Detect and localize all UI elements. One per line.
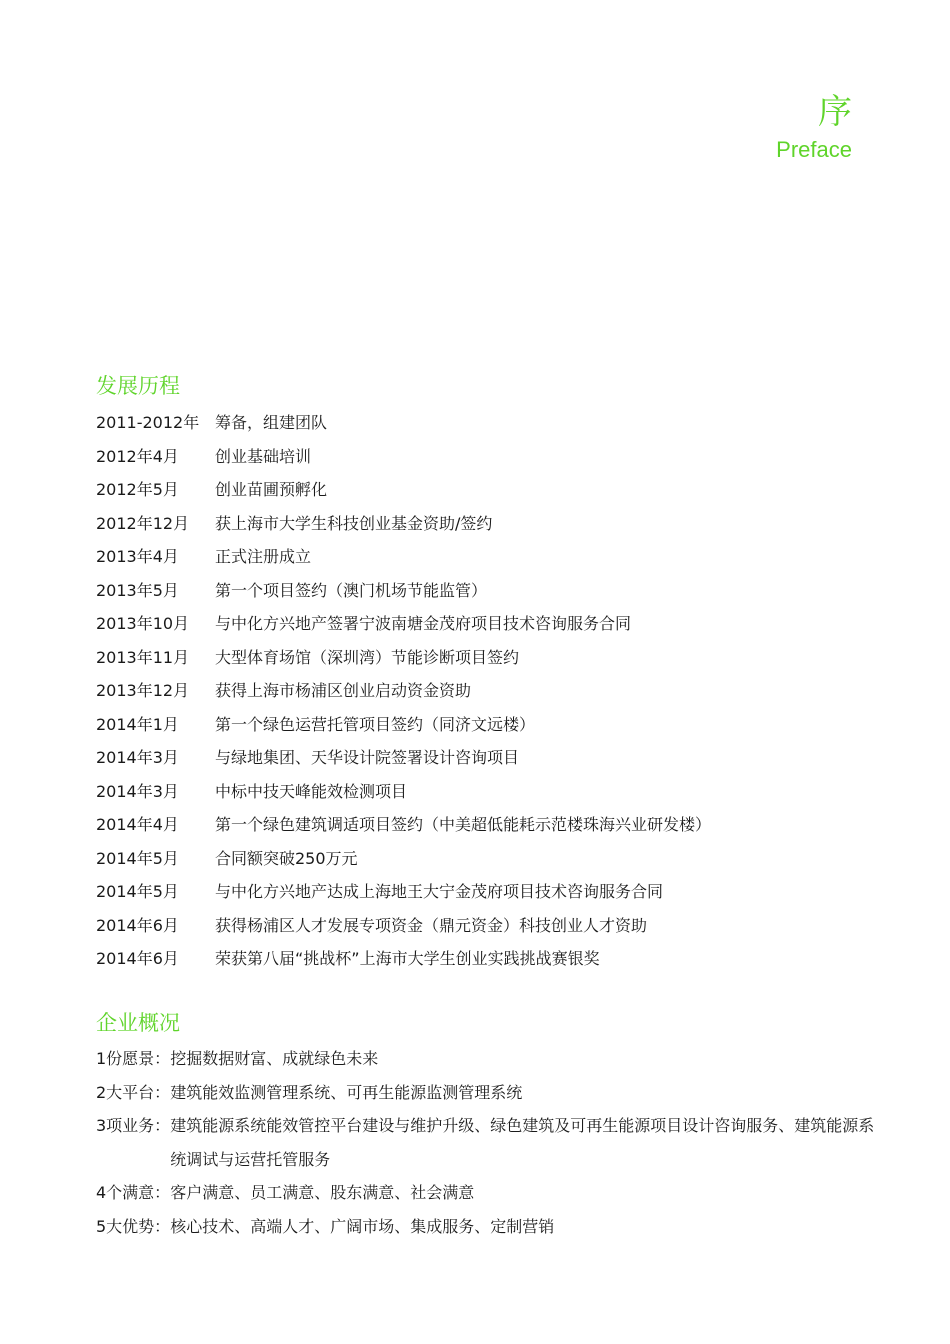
timeline-row (96, 473, 876, 507)
timeline-event: 中标中技天峰能效检测项目 (215, 781, 408, 801)
timeline-row (96, 607, 876, 641)
overview-value: 建筑能效监测管理系统、可再生能源监测管理系统 (170, 1082, 523, 1102)
timeline-event: 创业苗圃预孵化 (215, 480, 328, 499)
timeline-event: 获得上海市杨浦区创业启动资金资助 (215, 681, 472, 700)
timeline-row (96, 574, 876, 608)
timeline-event: 筹备，组建团队 (215, 413, 328, 432)
timeline-date: 2012年4月 (96, 446, 179, 466)
timeline-event: 与绿地集团、天华设计院签署设计咨询项目 (215, 748, 520, 767)
timeline-event: 大型体育场馆（深圳湾）节能诊断项目签约 (215, 647, 520, 667)
overview-title: 企业概况 (96, 1011, 180, 1035)
timeline-row (96, 775, 876, 809)
timeline-event: 第一个绿色运营托管项目签约（同济文远楼） (215, 714, 536, 734)
timeline-row (96, 674, 876, 708)
timeline-row (96, 540, 876, 574)
timeline-row (96, 875, 876, 909)
timeline-row (96, 808, 876, 842)
history-timeline (96, 406, 876, 976)
timeline-event: 创业基础培训 (215, 446, 312, 466)
timeline-date: 2014年6月 (96, 949, 179, 968)
timeline-row (96, 641, 876, 675)
page-header (776, 88, 852, 164)
overview-row (96, 1076, 876, 1110)
timeline-date: 2014年5月 (96, 848, 179, 868)
overview-value: 客户满意、员工满意、股东满意、社会满意 (170, 1183, 475, 1202)
timeline-date: 2014年1月 (96, 714, 179, 734)
overview-row (96, 1109, 876, 1176)
timeline-date: 2014年4月 (96, 815, 179, 834)
timeline-date: 2014年5月 (96, 882, 179, 901)
history-title: 发展历程 (96, 374, 180, 398)
timeline-event: 第一个绿色建筑调适项目签约（中美超低能耗示范楼珠海兴业研发楼） (215, 815, 712, 834)
timeline-event: 荣获第八届“挑战杯”上海市大学生创业实践挑战赛银奖 (215, 949, 600, 968)
title-cn: 序 (818, 92, 852, 132)
timeline-event: 获得杨浦区人才发展专项资金（鼎元资金）科技创业人才资助 (215, 915, 648, 935)
timeline-date: 2013年11月 (96, 647, 190, 667)
overview-key: 1份愿景： (96, 1049, 171, 1068)
timeline-event: 与中化方兴地产签署宁波南塘金茂府项目技术咨询服务合同 (215, 614, 632, 633)
company-overview (96, 1042, 876, 1243)
timeline-row (96, 708, 876, 742)
overview-value: 挖掘数据财富、成就绿色未来 (170, 1049, 379, 1068)
overview-row (96, 1042, 876, 1076)
timeline-row (96, 842, 876, 876)
timeline-row (96, 440, 876, 474)
timeline-date: 2011-2012年 (96, 413, 200, 432)
timeline-event: 第一个项目签约（澳门机场节能监管） (215, 580, 488, 600)
timeline-date: 2014年6月 (96, 915, 179, 935)
overview-key: 4个满意： (96, 1183, 171, 1202)
timeline-date: 2013年4月 (96, 547, 179, 566)
timeline-event: 正式注册成立 (215, 547, 312, 566)
timeline-date: 2013年12月 (96, 681, 190, 700)
overview-value: 建筑能源系统能效管控平台建设与维护升级、绿色建筑及可再生能源项目设计咨询服务、建筑能源系统调试与运营托管服务 (170, 1116, 875, 1169)
timeline-row (96, 741, 876, 775)
title-en: Preface (776, 137, 852, 162)
overview-value: 核心技术、高端人才、广阔市场、集成服务、定制营销 (170, 1216, 555, 1236)
overview-row (96, 1176, 876, 1210)
timeline-date: 2012年5月 (96, 480, 179, 499)
timeline-event: 获上海市大学生科技创业基金资助/签约 (215, 513, 493, 533)
timeline-row (96, 942, 876, 976)
timeline-date: 2013年10月 (96, 614, 190, 633)
overview-key: 2大平台： (96, 1082, 171, 1102)
timeline-date: 2012年12月 (96, 513, 190, 533)
timeline-event: 与中化方兴地产达成上海地王大宁金茂府项目技术咨询服务合同 (215, 882, 664, 901)
overview-key: 3项业务： (96, 1116, 171, 1135)
overview-key: 5大优势： (96, 1216, 171, 1236)
overview-row (96, 1210, 876, 1244)
timeline-date: 2014年3月 (96, 781, 179, 801)
timeline-date: 2014年3月 (96, 748, 179, 767)
timeline-row (96, 909, 876, 943)
timeline-row (96, 406, 876, 440)
timeline-row (96, 507, 876, 541)
timeline-event: 合同额突破250万元 (215, 848, 358, 868)
timeline-date: 2013年5月 (96, 580, 179, 600)
